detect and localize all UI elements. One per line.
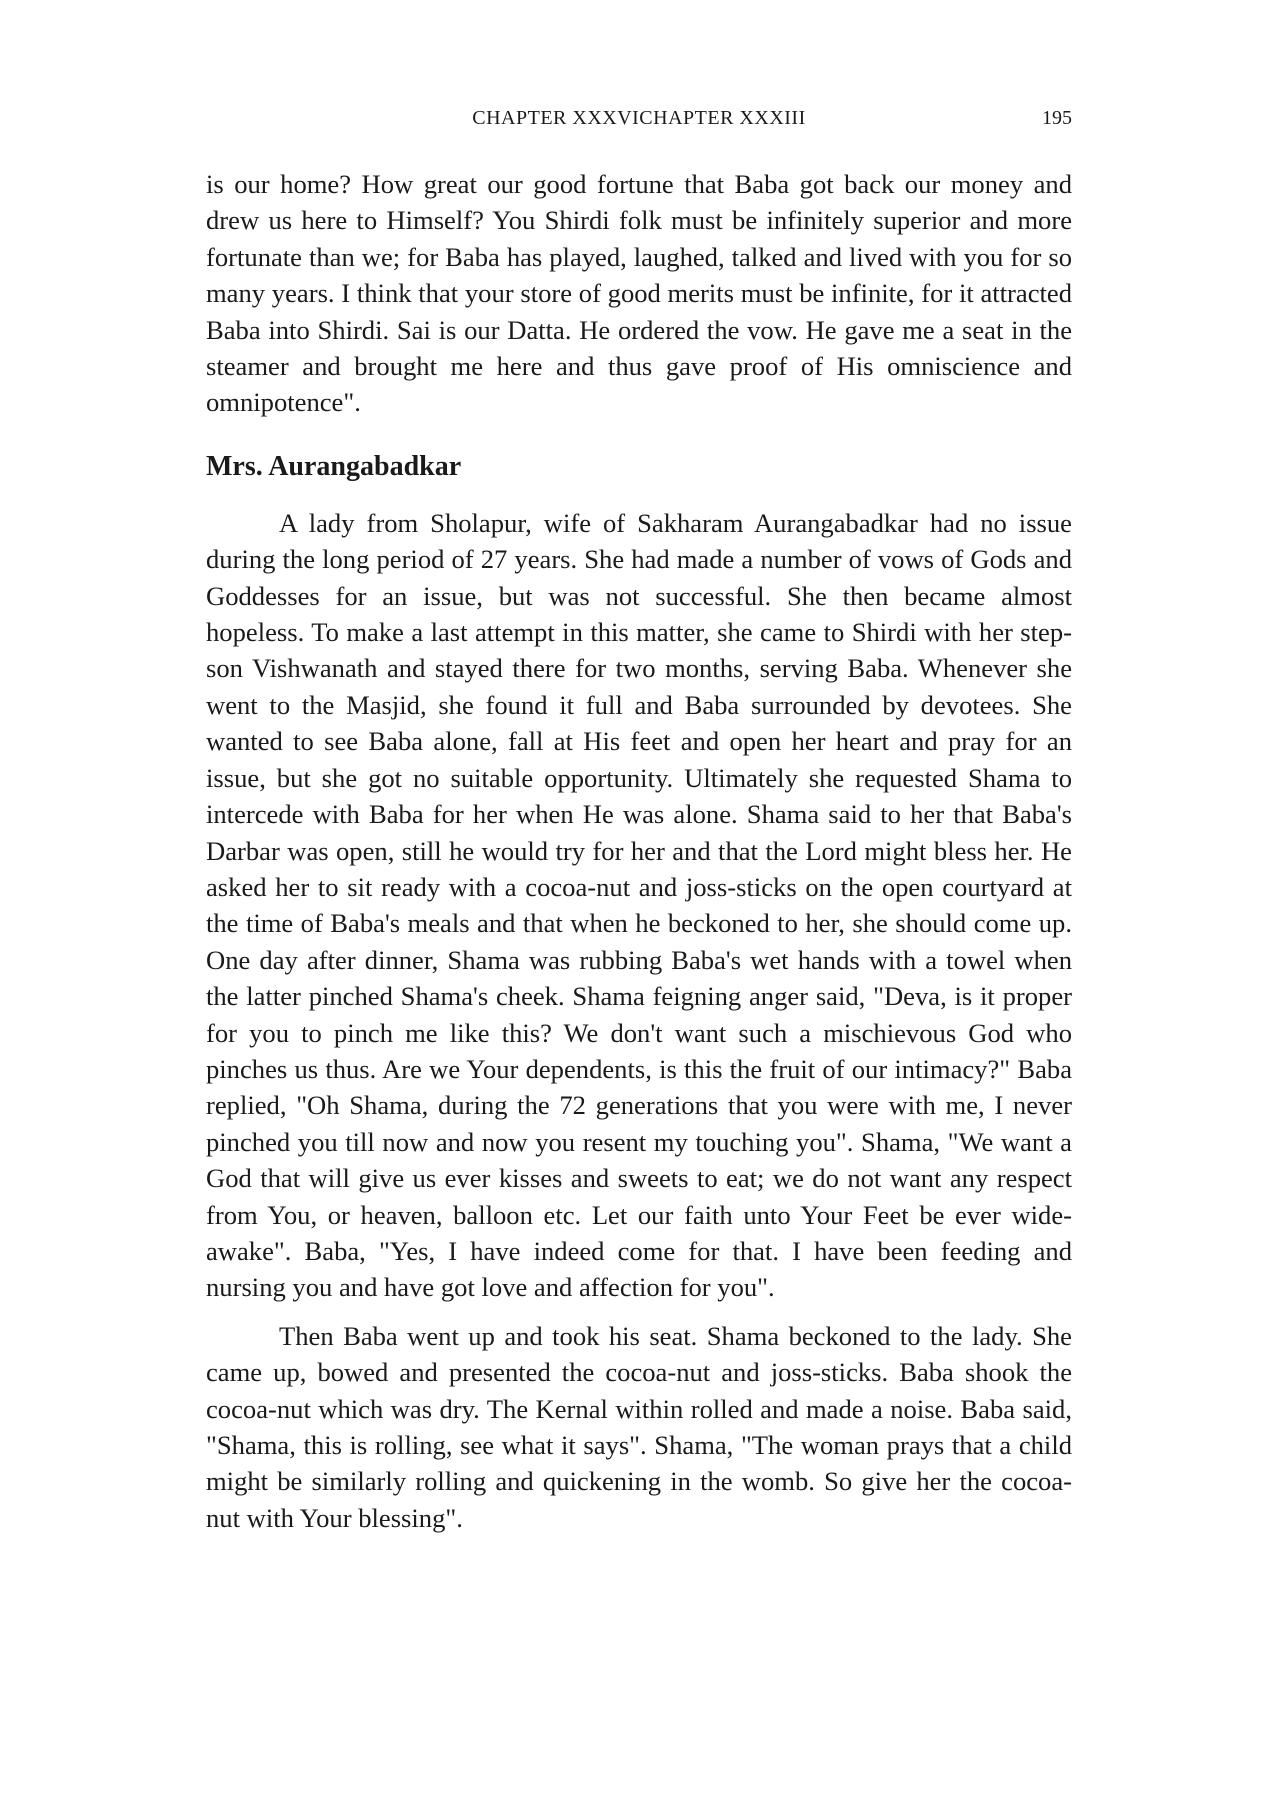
chapter-title: CHAPTER XXXVICHAPTER XXXIII [472,107,806,129]
page-number: 195 [1042,107,1072,129]
body-text [206,166,1072,1536]
paragraph-cocoanut-blessing: Then Baba went up and took his seat. Shama beckoned to the lady. She came up, bowed and presented the cocoa-nut and joss-sticks. Baba shook the cocoa-nut which was dry. The Kernal within rolled and made a noise. Baba said, "Shama, this is rolling, see what it says". Shama, "The woman prays that a child might be similarly rolling and quickening in the womb. So give her the cocoa-nut with Your blessing". [206,1320,1072,1533]
section-heading: Mrs. Aurangabadkar [206,450,462,482]
paragraph-gap [206,1306,1072,1318]
book-page [206,0,1072,1800]
paragraph-aurangabadkar-story: A lady from Sholapur, wife of Sakharam Aurangabadkar had no issue during the long period of 27 years. She had made a number of vows of Gods and Goddesses for an issue, but was not successful. She then became almost hopeless. To make a last attempt in this matter, she came to Shirdi with her step-son Vishwanath and stayed there for two months, serving Baba. Whenever she went to the Masjid, she found it full and Baba surrounded by devotees. She wanted to see Baba alone, fall at His feet and open her heart and pray for an issue, but she got no suitable opportunity. Ultimately she requested Shama to intercede with Baba for her when He was alone. Shama said to her that Baba's Darbar was open, still he would try for her and that the Lord might bless her. He asked her to sit ready with a cocoa-nut and joss-sticks on the open courtyard at the time of Baba's meals and that when he beckoned to her, she should come up. One day after dinner, Shama was rubbing Baba's wet hands with a towel when the latter pinched Shama's cheek. Shama feigning anger said, "Deva, is it proper for you to pinch me like this? We don't want such a mischievous God who pinches us thus. Are we Your dependents, is this the fruit of our intimacy?" Baba replied, "Oh Shama, during the 72 generations that you were with me, I never pinched you till now and now you resent my touching you". Shama, "We want a God that will give us ever kisses and sweets to eat; we do not want any respect from You, or heaven, balloon etc. Let our faith unto Your Feet be ever wide-awake". Baba, "Yes, I have indeed come for that. I have been feeding and nursing you and have got love and affection for you". [206,507,1072,1303]
paragraph-continuation: is our home? How great our good fortune that Baba got back our money and drew us here to Himself? You Shirdi folk must be infinitely superior and more fortunate than we; for Baba has played, laughed, talked and lived with you for so many years. I think that your store of good merits must be infinite, for it attracted Baba into Shirdi. Sai is our Datta. He ordered the vow. He gave me a seat in the steamer and brought me here and thus gave proof of His omniscience and omnipotence". [206,169,1072,418]
running-head [206,103,1072,133]
